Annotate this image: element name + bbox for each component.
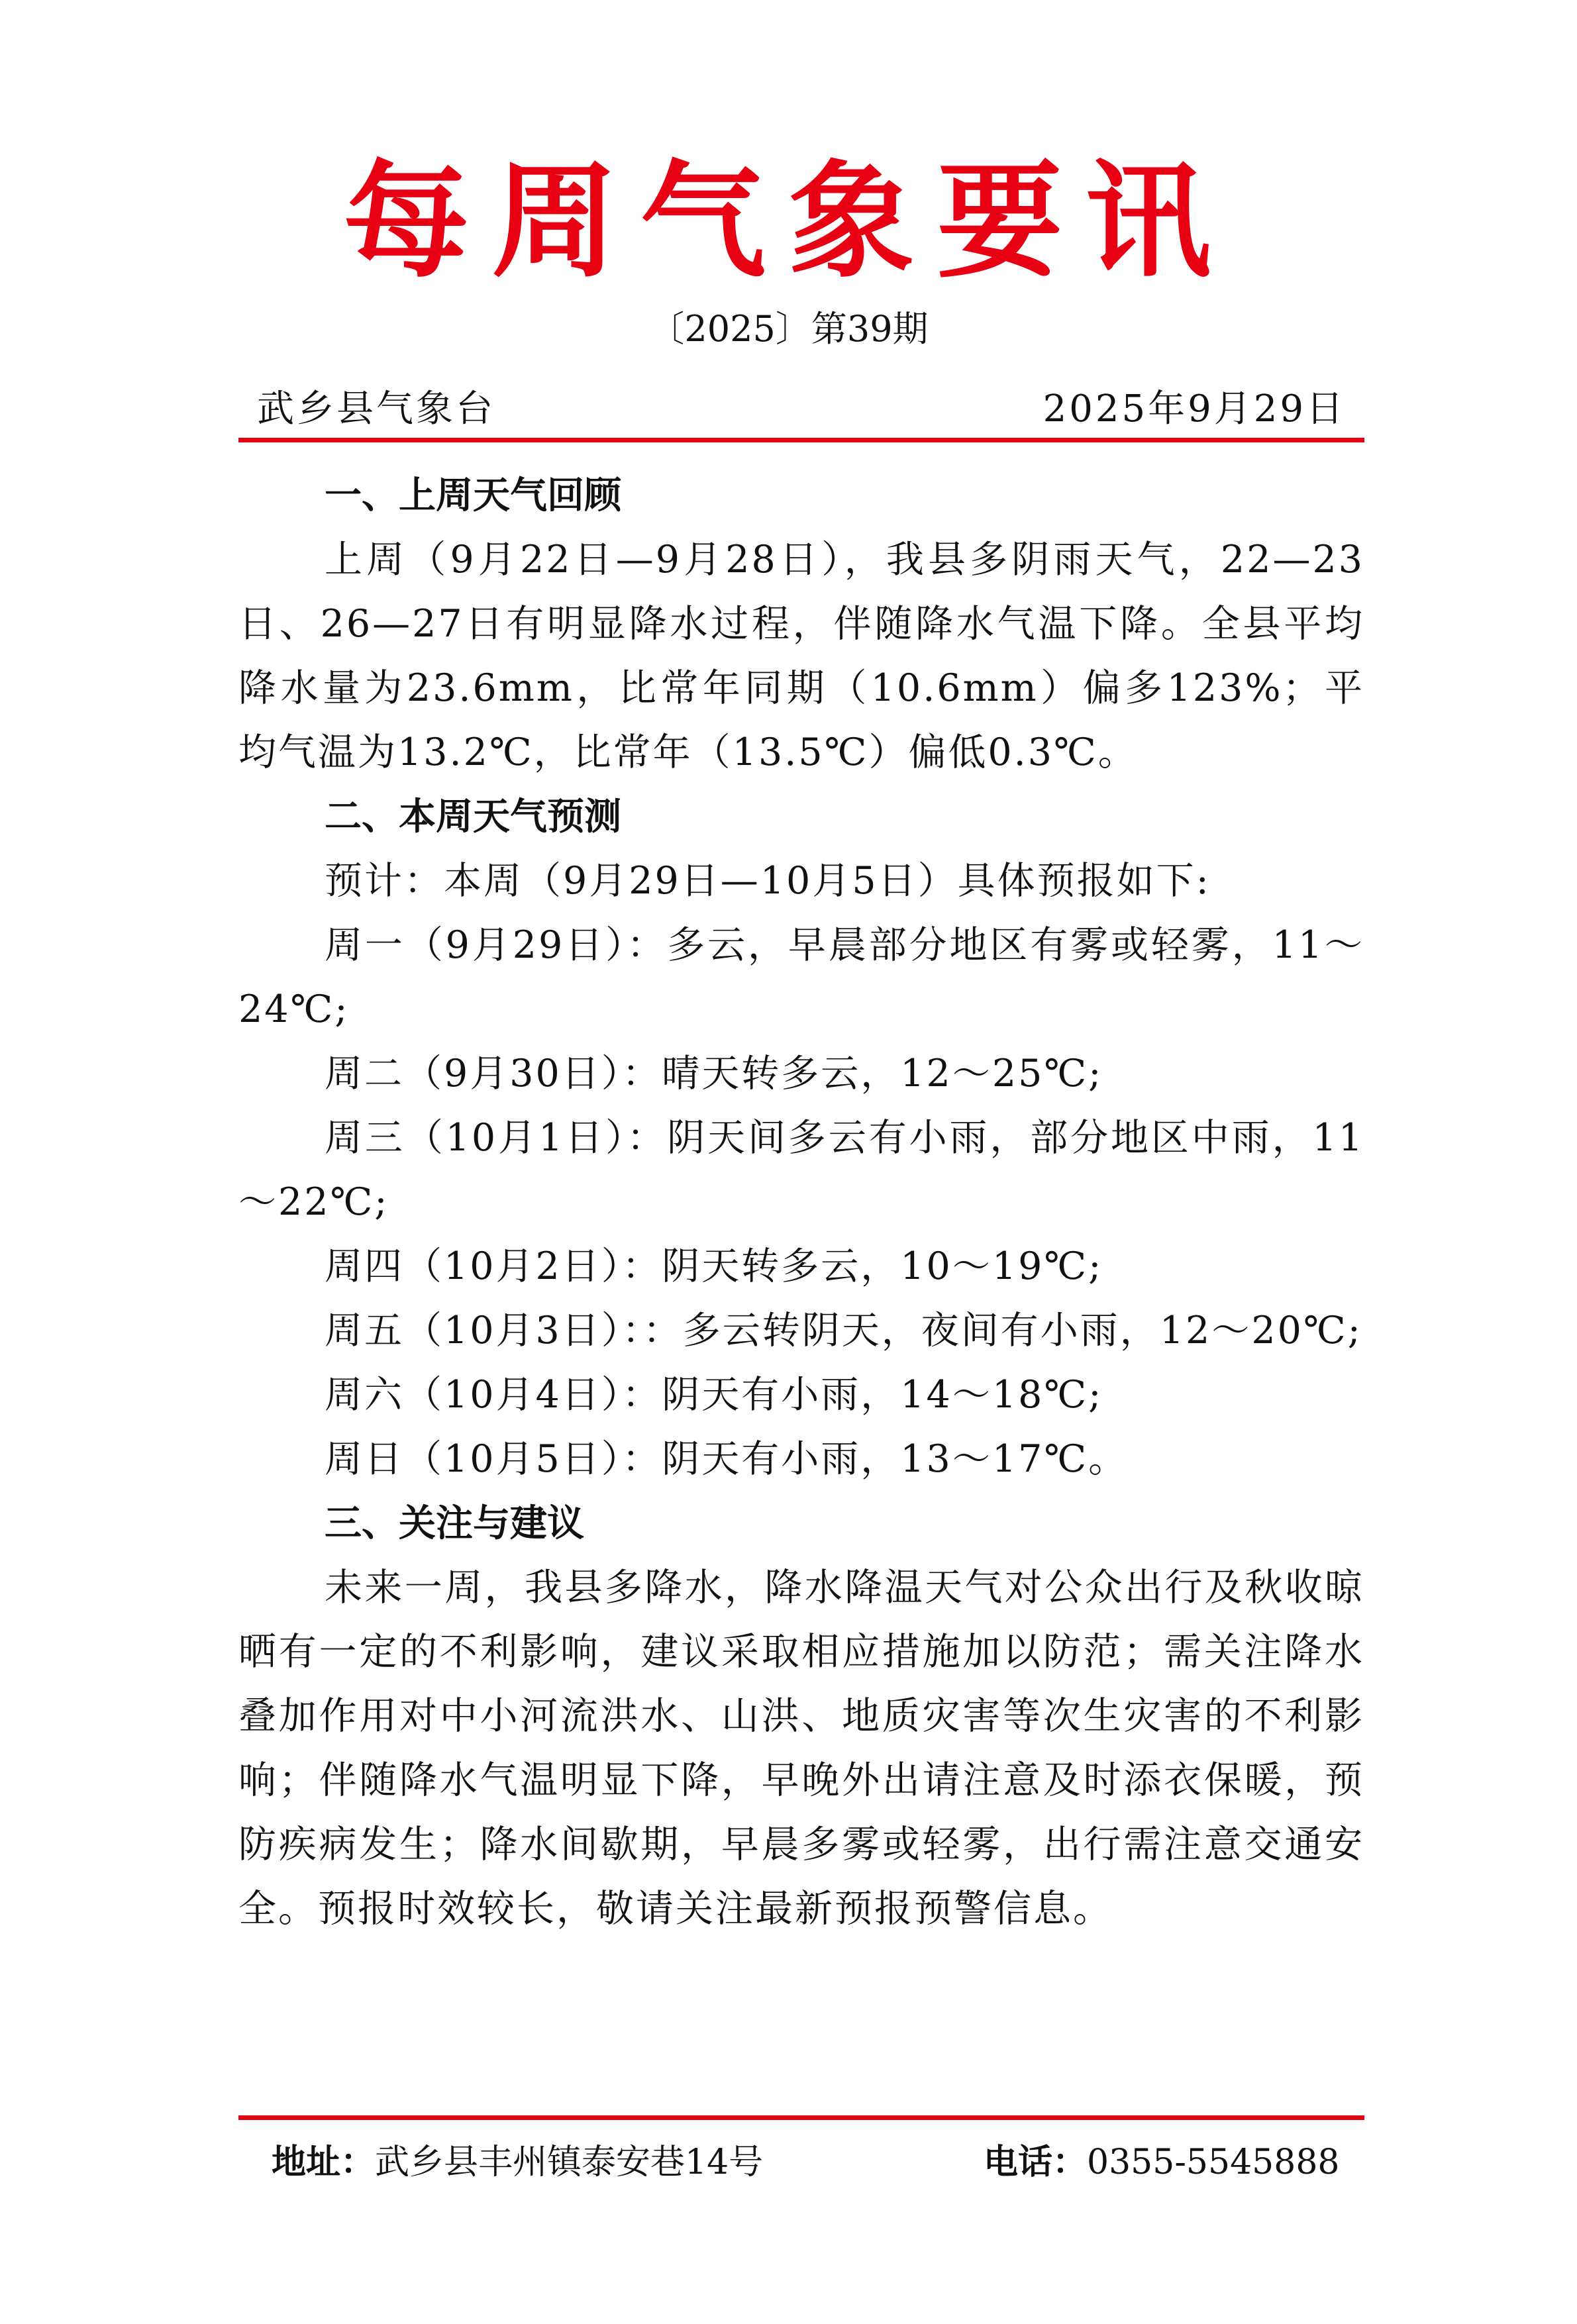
section-this-week-forecast [238, 785, 1364, 1491]
issue-date: 2025年9月29日 [1043, 387, 1346, 430]
section-advice [238, 1491, 1364, 1941]
issuing-organization: 武乡县气象台 [257, 387, 495, 430]
section-heading: 二、本周天气预测 [325, 795, 621, 838]
section-last-week-review [238, 464, 1364, 785]
footer [272, 2133, 1340, 2192]
forecast-sunday: 周日（10月5日）：阴天有小雨，13～17℃。 [325, 1437, 1129, 1481]
address-label: 地址： [272, 2143, 376, 2182]
forecast-friday: 周五（10月3日）：：多云转阴天，夜间有小雨，12～20℃; [325, 1309, 1362, 1352]
advice-paragraph: 未来一周，我县多降水，降水降温天气对公众出行及秋收晾晒有一定的不利影响，建议采取相应措施加以防范；需关注降水叠加作用对中小河流洪水、山洪、地质灾害等次生灾害的不利影响；伴随降水气温明显下降，早晚外出请注意及时添衣保暖，预防疾病发生；降水间歇期，早晨多雾或轻雾，出行需注意交通安全。预报时效较长，敬请关注最新预报预警信息。 [238, 1566, 1364, 1931]
phone-label: 电话： [984, 2143, 1088, 2182]
newsletter-title: 每周气象要讯 [343, 148, 1234, 295]
footer-phone [984, 2133, 1340, 2192]
forecast-saturday: 周六（10月4日）：阴天有小雨，14～18℃; [325, 1373, 1103, 1417]
phone-value: 0355-5545888 [1087, 2143, 1340, 2182]
footer-address [272, 2133, 763, 2192]
issue-number: 〔2025〕第39期 [648, 308, 929, 350]
forecast-monday: 周一（9月29日）：多云，早晨部分地区有雾或轻雾，11～24℃; [238, 923, 1364, 1031]
forecast-wednesday: 周三（10月1日）：阴天间多云有小雨，部分地区中雨，11～22℃; [238, 1116, 1364, 1224]
forecast-tuesday: 周二（9月30日）：晴天转多云，12～25℃; [325, 1052, 1103, 1095]
newsletter-body [238, 464, 1364, 1941]
review-paragraph: 上周（9月22日—9月28日），我县多阴雨天气，22—23日、26—27日有明显降水过程，伴随降水气温下降。全县平均降水量为23.6mm，比常年同期（10.6mm）偏多123%；平均气温为13.2℃，比常年（13.5℃）偏低0.3℃。 [238, 538, 1364, 774]
issuer-row [238, 383, 1364, 436]
address-value: 武乡县丰州镇泰安巷14号 [375, 2143, 764, 2182]
section-heading: 三、关注与建议 [325, 1502, 584, 1545]
forecast-thursday: 周四（10月2日）：阴天转多云，10～19℃; [325, 1244, 1103, 1288]
top-divider [238, 438, 1364, 442]
section-heading: 一、上周天气回顾 [325, 474, 621, 517]
bottom-divider [238, 2115, 1364, 2120]
forecast-intro: 预计：本周（9月29日—10月5日）具体预报如下: [325, 859, 1211, 903]
